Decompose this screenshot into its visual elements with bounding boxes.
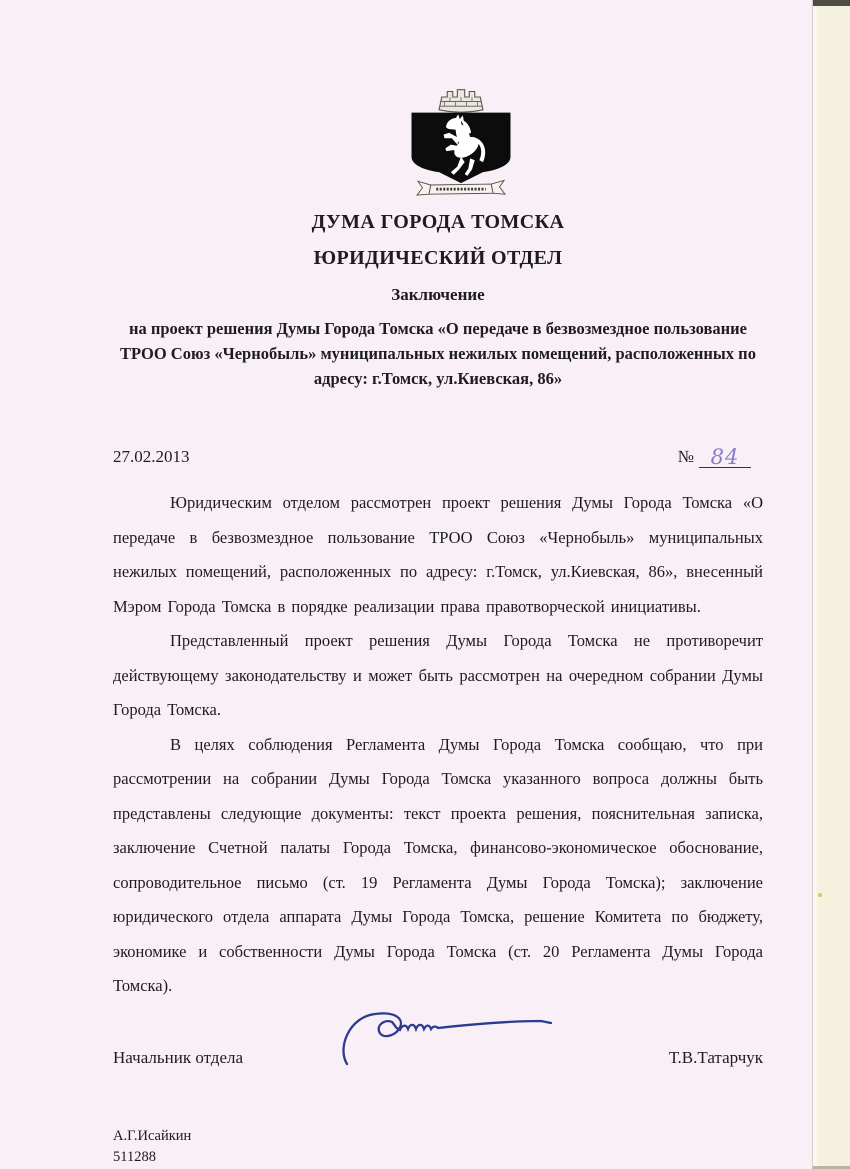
document-content [113,0,763,1168]
executor-block [113,1126,763,1168]
signoff-name: Т.В.Татарчук [668,1047,763,1067]
body-text [113,486,763,1004]
document-title: на проект решения Думы Города Томска «О передаче в безвозмездное пользование ТРОО Союз «Чернобыль» муниципальных нежилых помещений, расположенных по адресу: г.Томск, ул.Киевская, 86» [120,319,756,388]
executor-name: А.Г.Исайкин [113,1127,192,1144]
coat-of-arms-block [113,84,763,203]
body-paragraph-3: В целях соблюдения Регламента Думы Города Томска сообщаю, что при рассмотрении на собрании Думы Города Томска указанного вопроса должны быть представлены следующие документы: текст проекта решения, пояснительная записка, заключение Счетной палаты Города Томска, финансово-экономическое обоснование, сопроводительное письмо (ст. 19 Регламента Думы Города Томска); заключение юридического отдела аппарата Думы Города Томска, решение Комитета по бюджету, экономике и собственности Думы Города Томска (ст. 20 Регламента Думы Города Томска). [113,734,763,995]
document-type-heading: Заключение [391,285,485,304]
tomsk-coat-of-arms-icon [406,84,516,198]
body-paragraph-1: Юридическим отделом рассмотрен проект решения Думы Города Томска «О передаче в безвозмездное пользование ТРОО Союз «Чернобыль» муниципальных нежилых помещений, расположенных по адресу: г.Томск, ул.Киевская, 86», внесенный Мэром Города Томска в порядке реализации права правотворческой инициативы. [113,493,763,616]
scan-edge-strip [812,0,850,1169]
date-text: 27.02.2013 [113,447,190,466]
signoff-position: Начальник отдела [113,1047,244,1067]
number-value-handwritten: 84 [710,445,740,469]
meta-row [113,443,763,468]
body-paragraph-2: Представленный проект решения Думы Города Томска не противоречит действующему законодательству и может быть рассмотрен на очередном собрании Думы Города Томска. [113,631,763,719]
scan-speck [818,893,822,897]
org-name-line1: ДУМА ГОРОДА ТОМСКА [311,211,565,233]
signoff-row [113,1048,763,1068]
number-underline [699,443,751,468]
executor-phone: 511288 [113,1148,156,1165]
number-label: № [677,447,694,466]
org-name-line2: ЮРИДИЧЕСКИЙ ОТДЕЛ [313,247,563,269]
handwritten-signature-icon [335,1008,565,1070]
scan-edge-top-shadow [813,0,850,6]
number-cell [678,443,751,468]
